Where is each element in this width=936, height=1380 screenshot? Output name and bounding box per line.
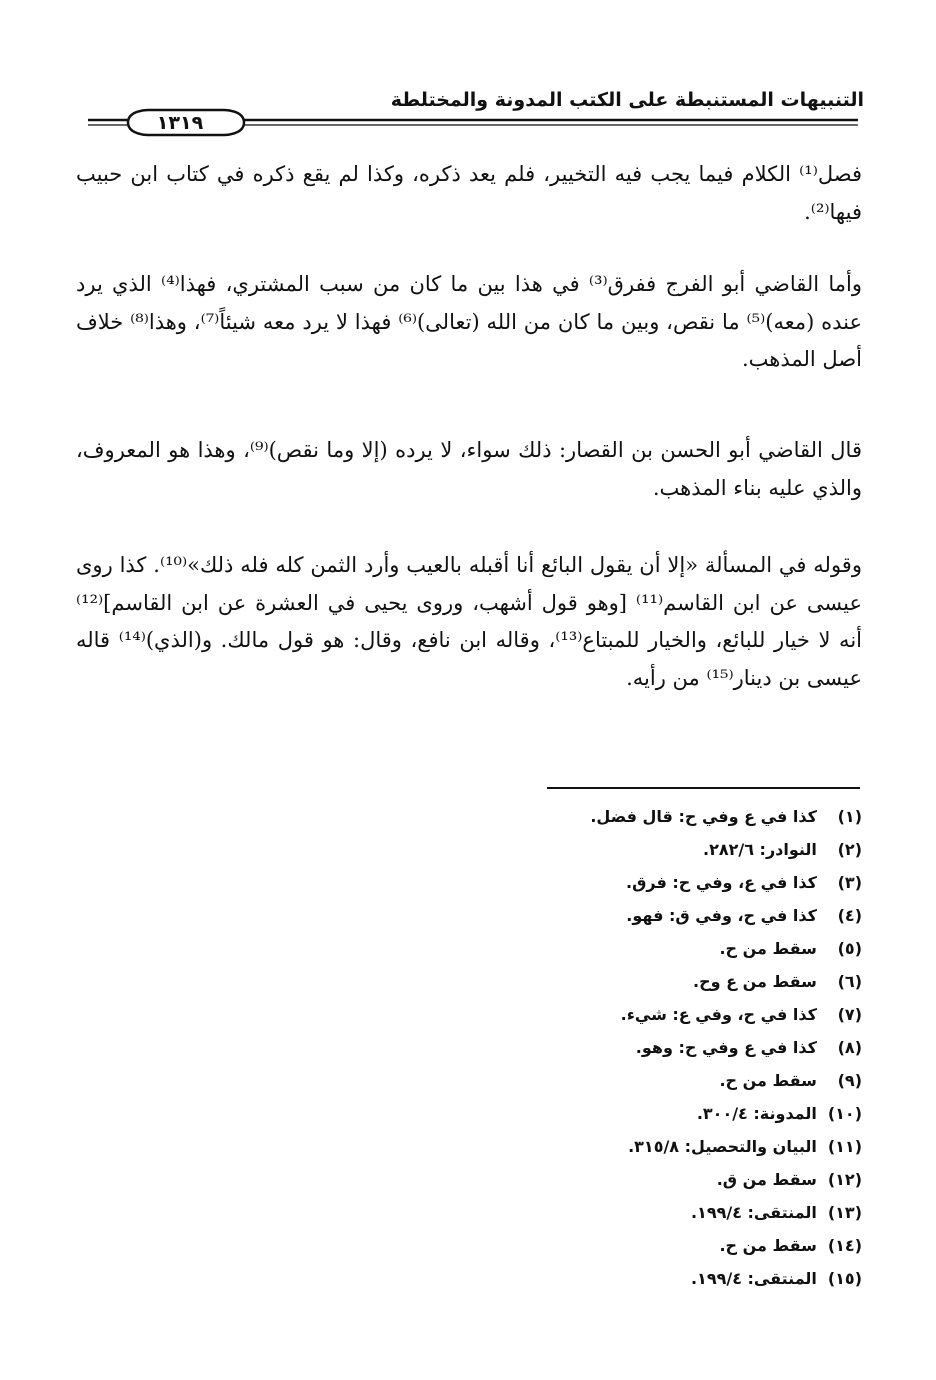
footnote-item <box>442 1031 862 1064</box>
footnote-number: (١٣) <box>827 1203 862 1222</box>
footnote-text: سقط من ح. <box>719 1071 817 1090</box>
footnote-text: كذا في ح، وفي ع: شيء. <box>620 1005 817 1024</box>
footnotes-list <box>442 800 862 1295</box>
footnote-number: (١٠) <box>827 1104 862 1123</box>
footnote-item <box>442 998 862 1031</box>
footnote-number: (٧) <box>837 1005 862 1024</box>
footnote-number: (٨) <box>837 1038 862 1057</box>
paragraph-4: وقوله في المسألة «إلا أن يقول البائع أنا أقبله بالعيب وأرد الثمن كله فله ذلك»⁽¹⁰⁾. كذا روى عيسى عن ابن القاسم⁽¹¹⁾ [وهو قول أشهب، وروى يحيى في العشرة عن ابن القاسم]⁽¹²⁾ أنه لا خيار للبائع، والخيار للمبتاع⁽¹³⁾، وقاله ابن نافع، وقال: هو قول مالك. و(الذي)⁽¹⁴⁾ قاله عيسى بن دينار⁽¹⁵⁾ من رأيه. <box>76 553 863 690</box>
footnote-text: سقط من ع وح. <box>693 972 817 991</box>
footnote-item <box>442 800 862 833</box>
footnote-item <box>442 1262 862 1295</box>
footnote-number: (١٤) <box>827 1236 862 1255</box>
footnote-text: سقط من ح. <box>719 1236 817 1255</box>
footnote-number: (٦) <box>837 972 862 991</box>
footnote-number: (٥) <box>837 939 862 958</box>
footnote-separator <box>547 787 860 789</box>
footnote-item <box>442 1229 862 1262</box>
footnote-item <box>442 833 862 866</box>
page-number: ١٣١٩ <box>156 112 204 134</box>
footnote-text: كذا في ع، وفي ح: فرق. <box>626 873 817 892</box>
footnote-number: (١١) <box>827 1137 862 1156</box>
footnote-item <box>442 932 862 965</box>
footnote-number: (٩) <box>837 1071 862 1090</box>
footnote-text: سقط من ح. <box>719 939 817 958</box>
footnote-item <box>442 1196 862 1229</box>
footnote-number: (٢) <box>837 840 862 859</box>
paragraph-2: وأما القاضي أبو الفرج ففرق⁽³⁾ في هذا بين ما كان من سبب المشتري، فهذا⁽⁴⁾ الذي يرد عنده (معه)⁽⁵⁾ ما نقص، وبين ما كان من الله (تعالى)⁽⁶⁾ فهذا لا يرد معه شيئاً⁽⁷⁾، وهذا⁽⁸⁾ خلاف أصل المذهب. <box>76 272 863 371</box>
footnote-item <box>442 965 862 998</box>
footnote-item <box>442 866 862 899</box>
footnote-number: (١) <box>837 807 862 826</box>
running-title: التنبيهات المستنبطة على الكتب المدونة والمختلطة <box>390 89 864 111</box>
footnote-number: (١٥) <box>827 1269 862 1288</box>
footnote-item <box>442 1130 862 1163</box>
footnote-text: المنتقى: ١٩٩/٤. <box>690 1269 817 1288</box>
footnote-number: (١٢) <box>827 1170 862 1189</box>
footnote-text: كذا في ح، وفي ق: فهو. <box>626 906 817 925</box>
footnote-text: كذا في ع وفي ح: وهو. <box>635 1038 817 1057</box>
footnote-number: (٣) <box>837 873 862 892</box>
paragraph-3: قال القاضي أبو الحسن بن القصار: ذلك سواء، لا يرده (إلا وما نقص)⁽⁹⁾، وهذا هو المعروف، والذي عليه بناء المذهب. <box>76 438 862 500</box>
footnote-number: (٤) <box>837 906 862 925</box>
footnote-item <box>442 1163 862 1196</box>
paragraph-1: فصل⁽¹⁾ الكلام فيما يجب فيه التخيير، فلم يعد ذكره، وكذا لم يقع ذكره في كتاب ابن حبيب فيها⁽²⁾. <box>76 162 862 224</box>
footnote-item <box>442 1064 862 1097</box>
footnote-text: البيان والتحصيل: ٣١٥/٨. <box>628 1137 817 1156</box>
footnote-text: سقط من ق. <box>716 1170 817 1189</box>
footnote-item <box>442 1097 862 1130</box>
footnote-text: المنتقى: ١٩٩/٤. <box>690 1203 817 1222</box>
footnote-text: المدونة: ٣٠٠/٤. <box>696 1104 817 1123</box>
footnote-text: كذا في ع وفي ح: قال فضل. <box>590 807 817 826</box>
footnote-item <box>442 899 862 932</box>
footnote-text: النوادر: ٢٨٢/٦. <box>702 840 817 859</box>
